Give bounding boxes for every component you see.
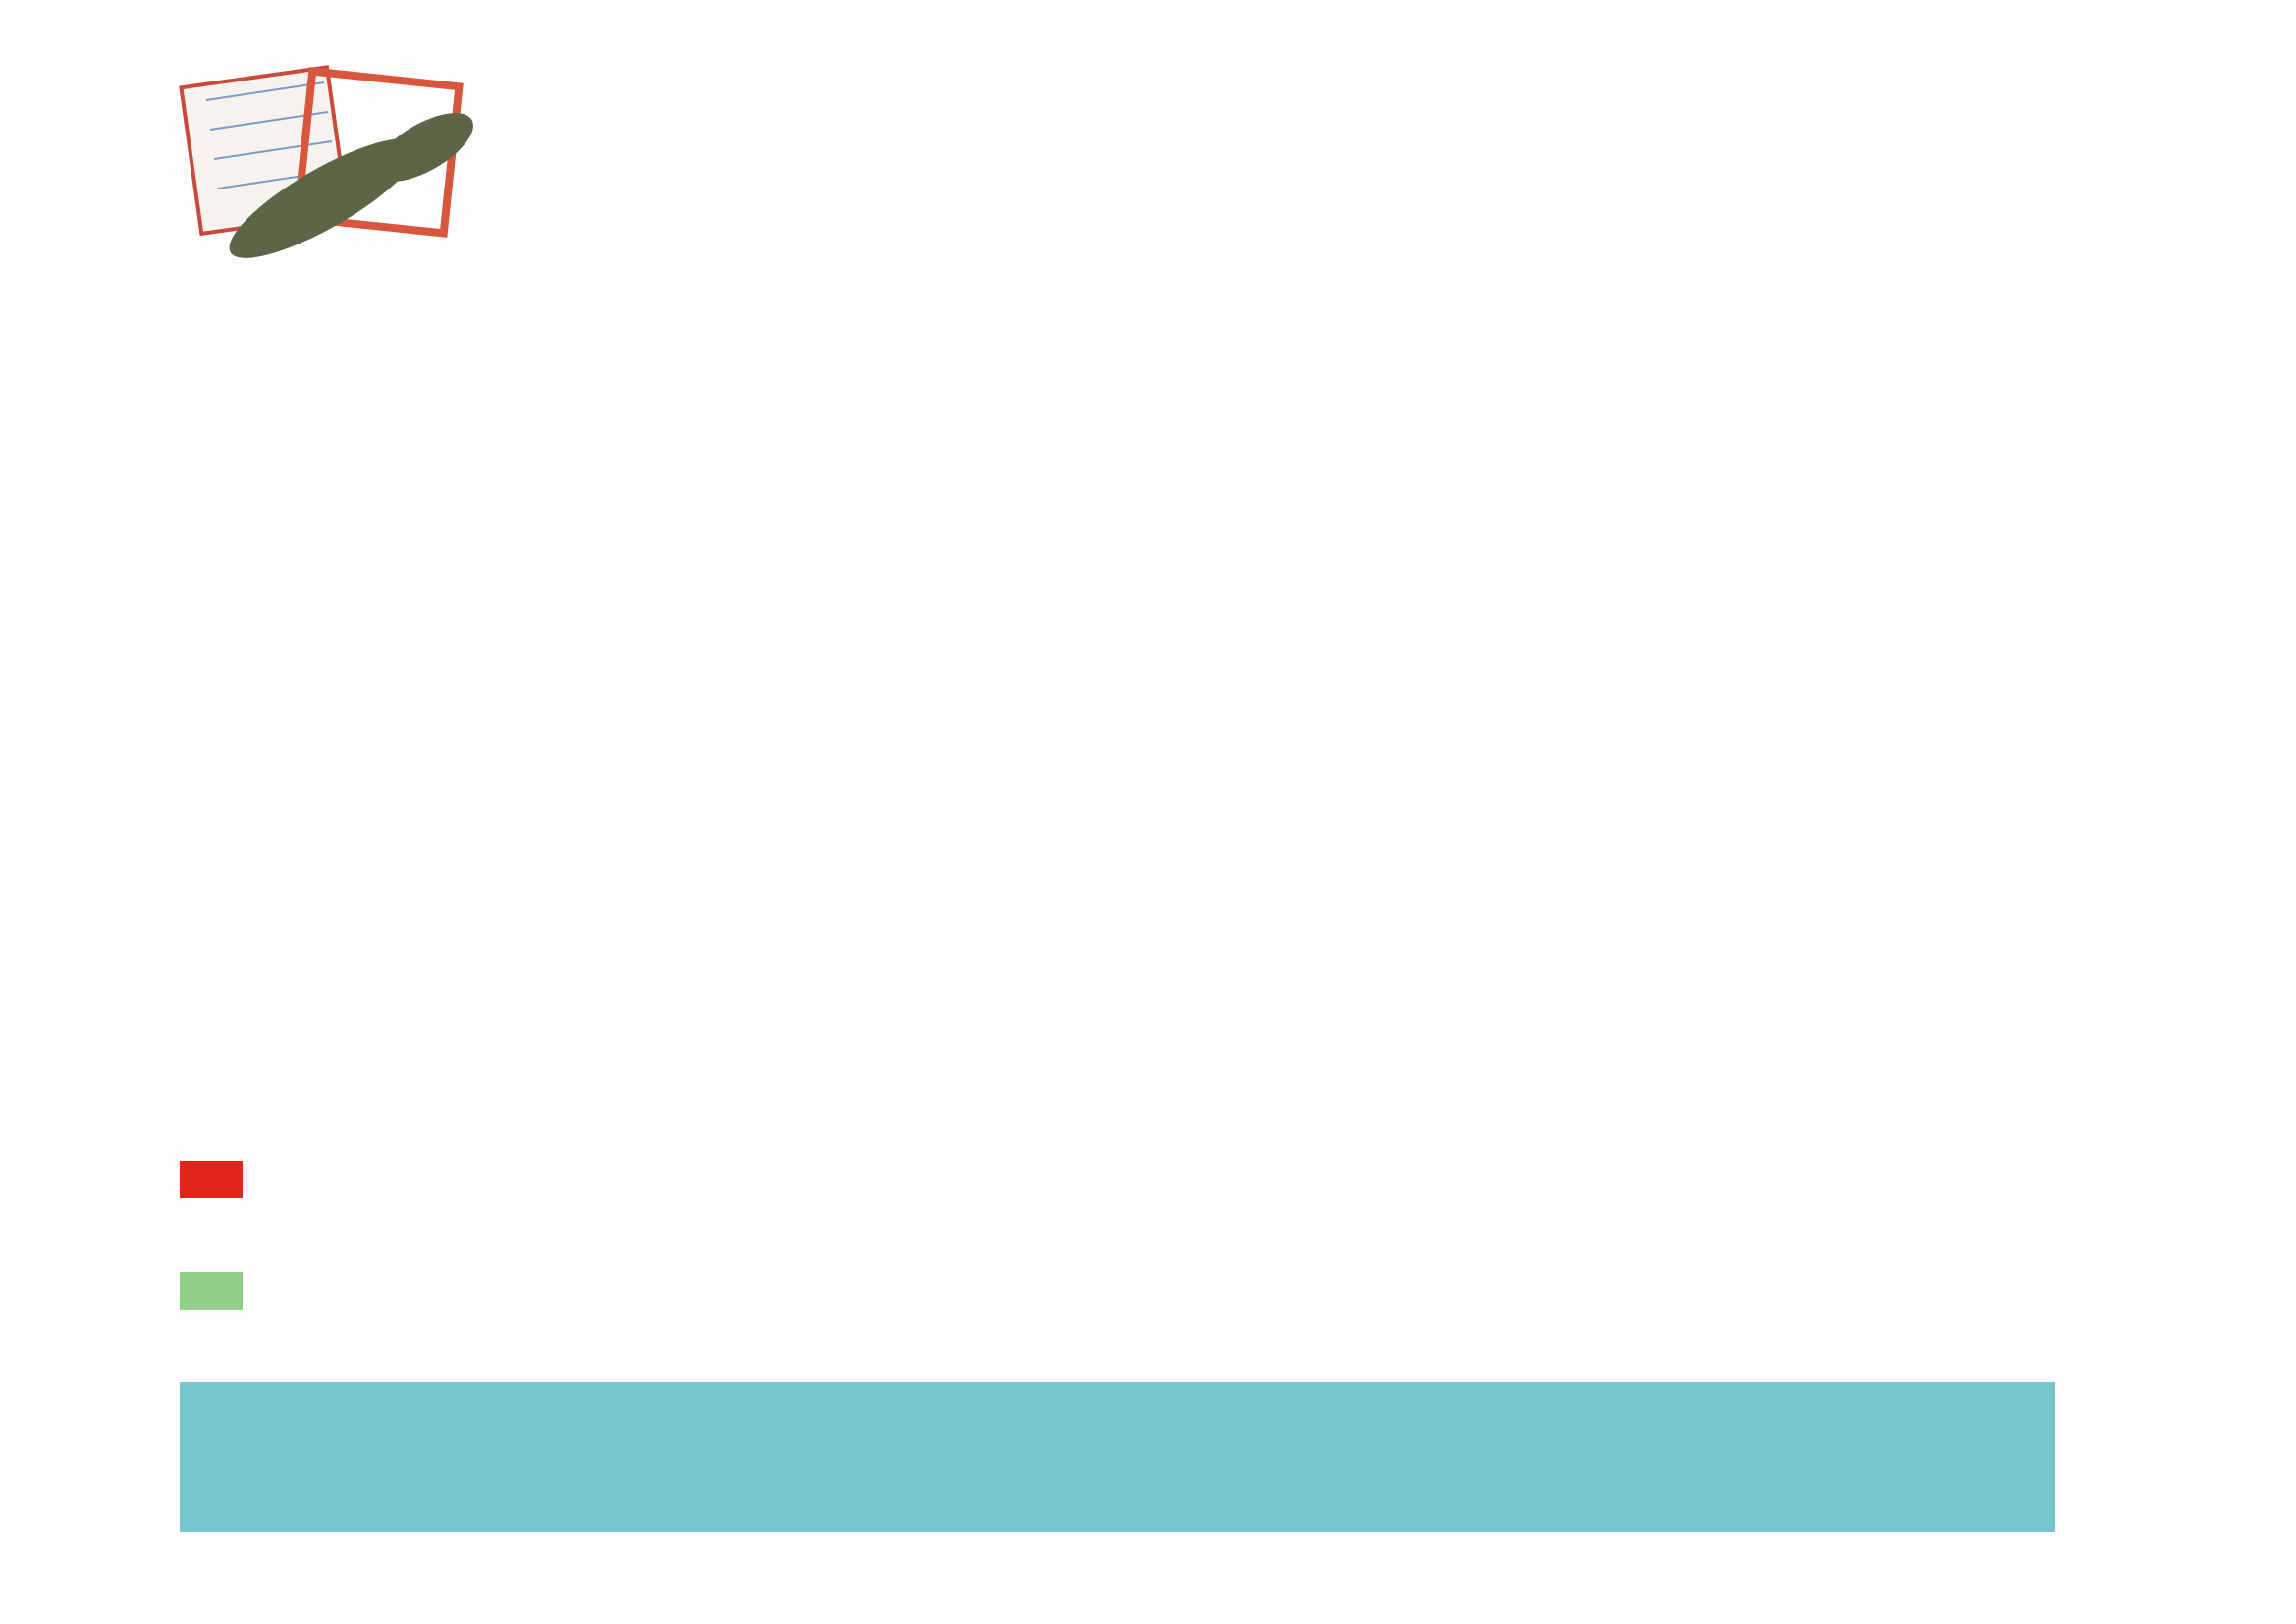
legend-red-swatch [180,1161,243,1198]
legend-green-swatch [180,1272,243,1310]
course-info-box [180,1382,2055,1532]
school-logo [177,61,481,277]
